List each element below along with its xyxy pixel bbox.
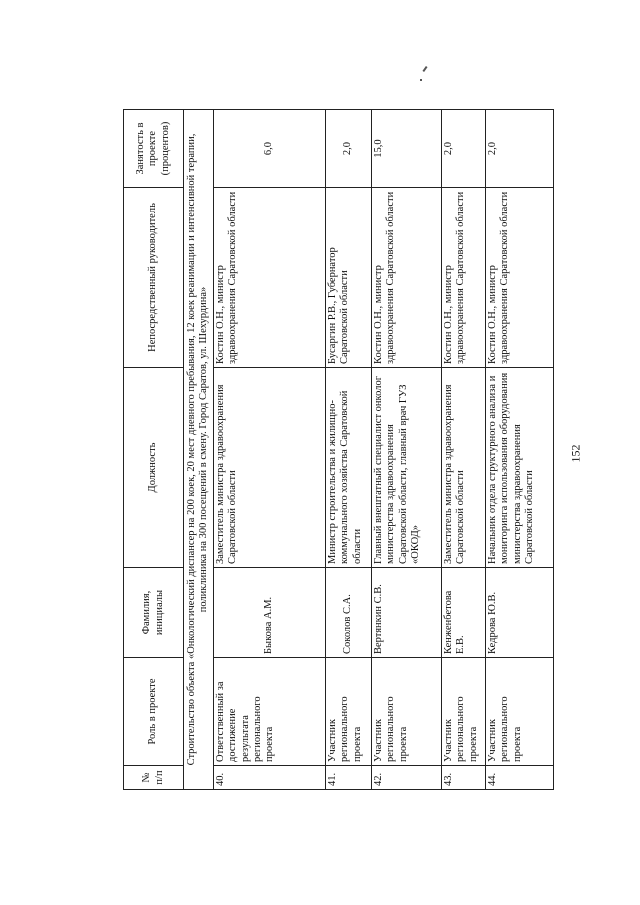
row-position: Заместитель министра здравоохранения Саратовской области	[213, 368, 325, 568]
row-load: 2,0	[325, 110, 371, 188]
header-position: Должность	[124, 368, 184, 568]
row-name: Вертянкин С.В.	[371, 568, 441, 658]
row-load: 15,0	[371, 110, 441, 188]
table-row	[441, 110, 485, 790]
table-row	[371, 110, 441, 790]
row-position: Главный внештатный специалист онколог министерства здравоохранения Саратовской области, главный врач ГУЗ «ОКОД»	[371, 368, 441, 568]
row-name: Кедрова Ю.В.	[485, 568, 553, 658]
row-name: Соколов С.А.	[325, 568, 371, 658]
row-position: Заместитель министра здравоохранения Саратовской области	[441, 368, 485, 568]
header-supervisor: Непосредственный руководитель	[124, 188, 184, 368]
row-supervisor: Костин О.Н., министр здравоохранения Саратовской области	[441, 188, 485, 368]
row-position: Министр строительства и жилищно-коммунального хозяйства Саратовской области	[325, 368, 371, 568]
row-supervisor: Костин О.Н., министр здравоохранения Саратовской области	[213, 188, 325, 368]
row-position: Начальник отдела структурного анализа и мониторинга использования оборудования министерства здравоохранения Саратовской области	[485, 368, 553, 568]
group-title: Строительство объекта «Онкологический диспансер на 200 коек, 20 мест дневного пребывания, 12 коек реанимации и интенсивной терапии, поликлиника на 300 посещений в смену. Город Саратов, ул. Шехурдина»	[184, 110, 214, 790]
row-supervisor: Костин О.Н., министр здравоохранения Саратовской области	[485, 188, 553, 368]
row-num: 43.	[441, 766, 485, 790]
rotated-page-content	[123, 110, 633, 790]
table-header-row	[124, 110, 184, 790]
row-num: 41.	[325, 766, 371, 790]
table-row	[325, 110, 371, 790]
group-row	[184, 110, 214, 790]
row-role: Участник регионального проекта	[441, 658, 485, 766]
page-number: 152	[568, 444, 583, 463]
header-role: Роль в проекте	[124, 658, 184, 766]
row-supervisor: Костин О.Н., министр здравоохранения Саратовской области	[371, 188, 441, 368]
row-role: Ответственный за достижение результата регионального проекта	[213, 658, 325, 766]
row-load: 2,0	[441, 110, 485, 188]
row-num: 44.	[485, 766, 553, 790]
row-role: Участник регионального проекта	[485, 658, 553, 766]
scan-speck	[420, 79, 422, 81]
row-name: Кенженбетова Е.В.	[441, 568, 485, 658]
header-num: № п/п	[124, 766, 184, 790]
row-supervisor: Бусаргин Р.В., Губернатор Саратовской области	[325, 188, 371, 368]
table-row	[213, 110, 325, 790]
row-load: 6,0	[213, 110, 325, 188]
header-load: Занятость в проекте (процентов)	[124, 110, 184, 188]
row-name: Быкова А.М.	[213, 568, 325, 658]
project-participants-table	[123, 109, 554, 790]
row-num: 42.	[371, 766, 441, 790]
row-role: Участник регионального проекта	[325, 658, 371, 766]
row-role: Участник регионального проекта	[371, 658, 441, 766]
row-load: 2,0	[485, 110, 553, 188]
scan-speck	[422, 66, 427, 72]
header-name: Фамилия, инициалы	[124, 568, 184, 658]
row-num: 40.	[213, 766, 325, 790]
table-row	[485, 110, 553, 790]
